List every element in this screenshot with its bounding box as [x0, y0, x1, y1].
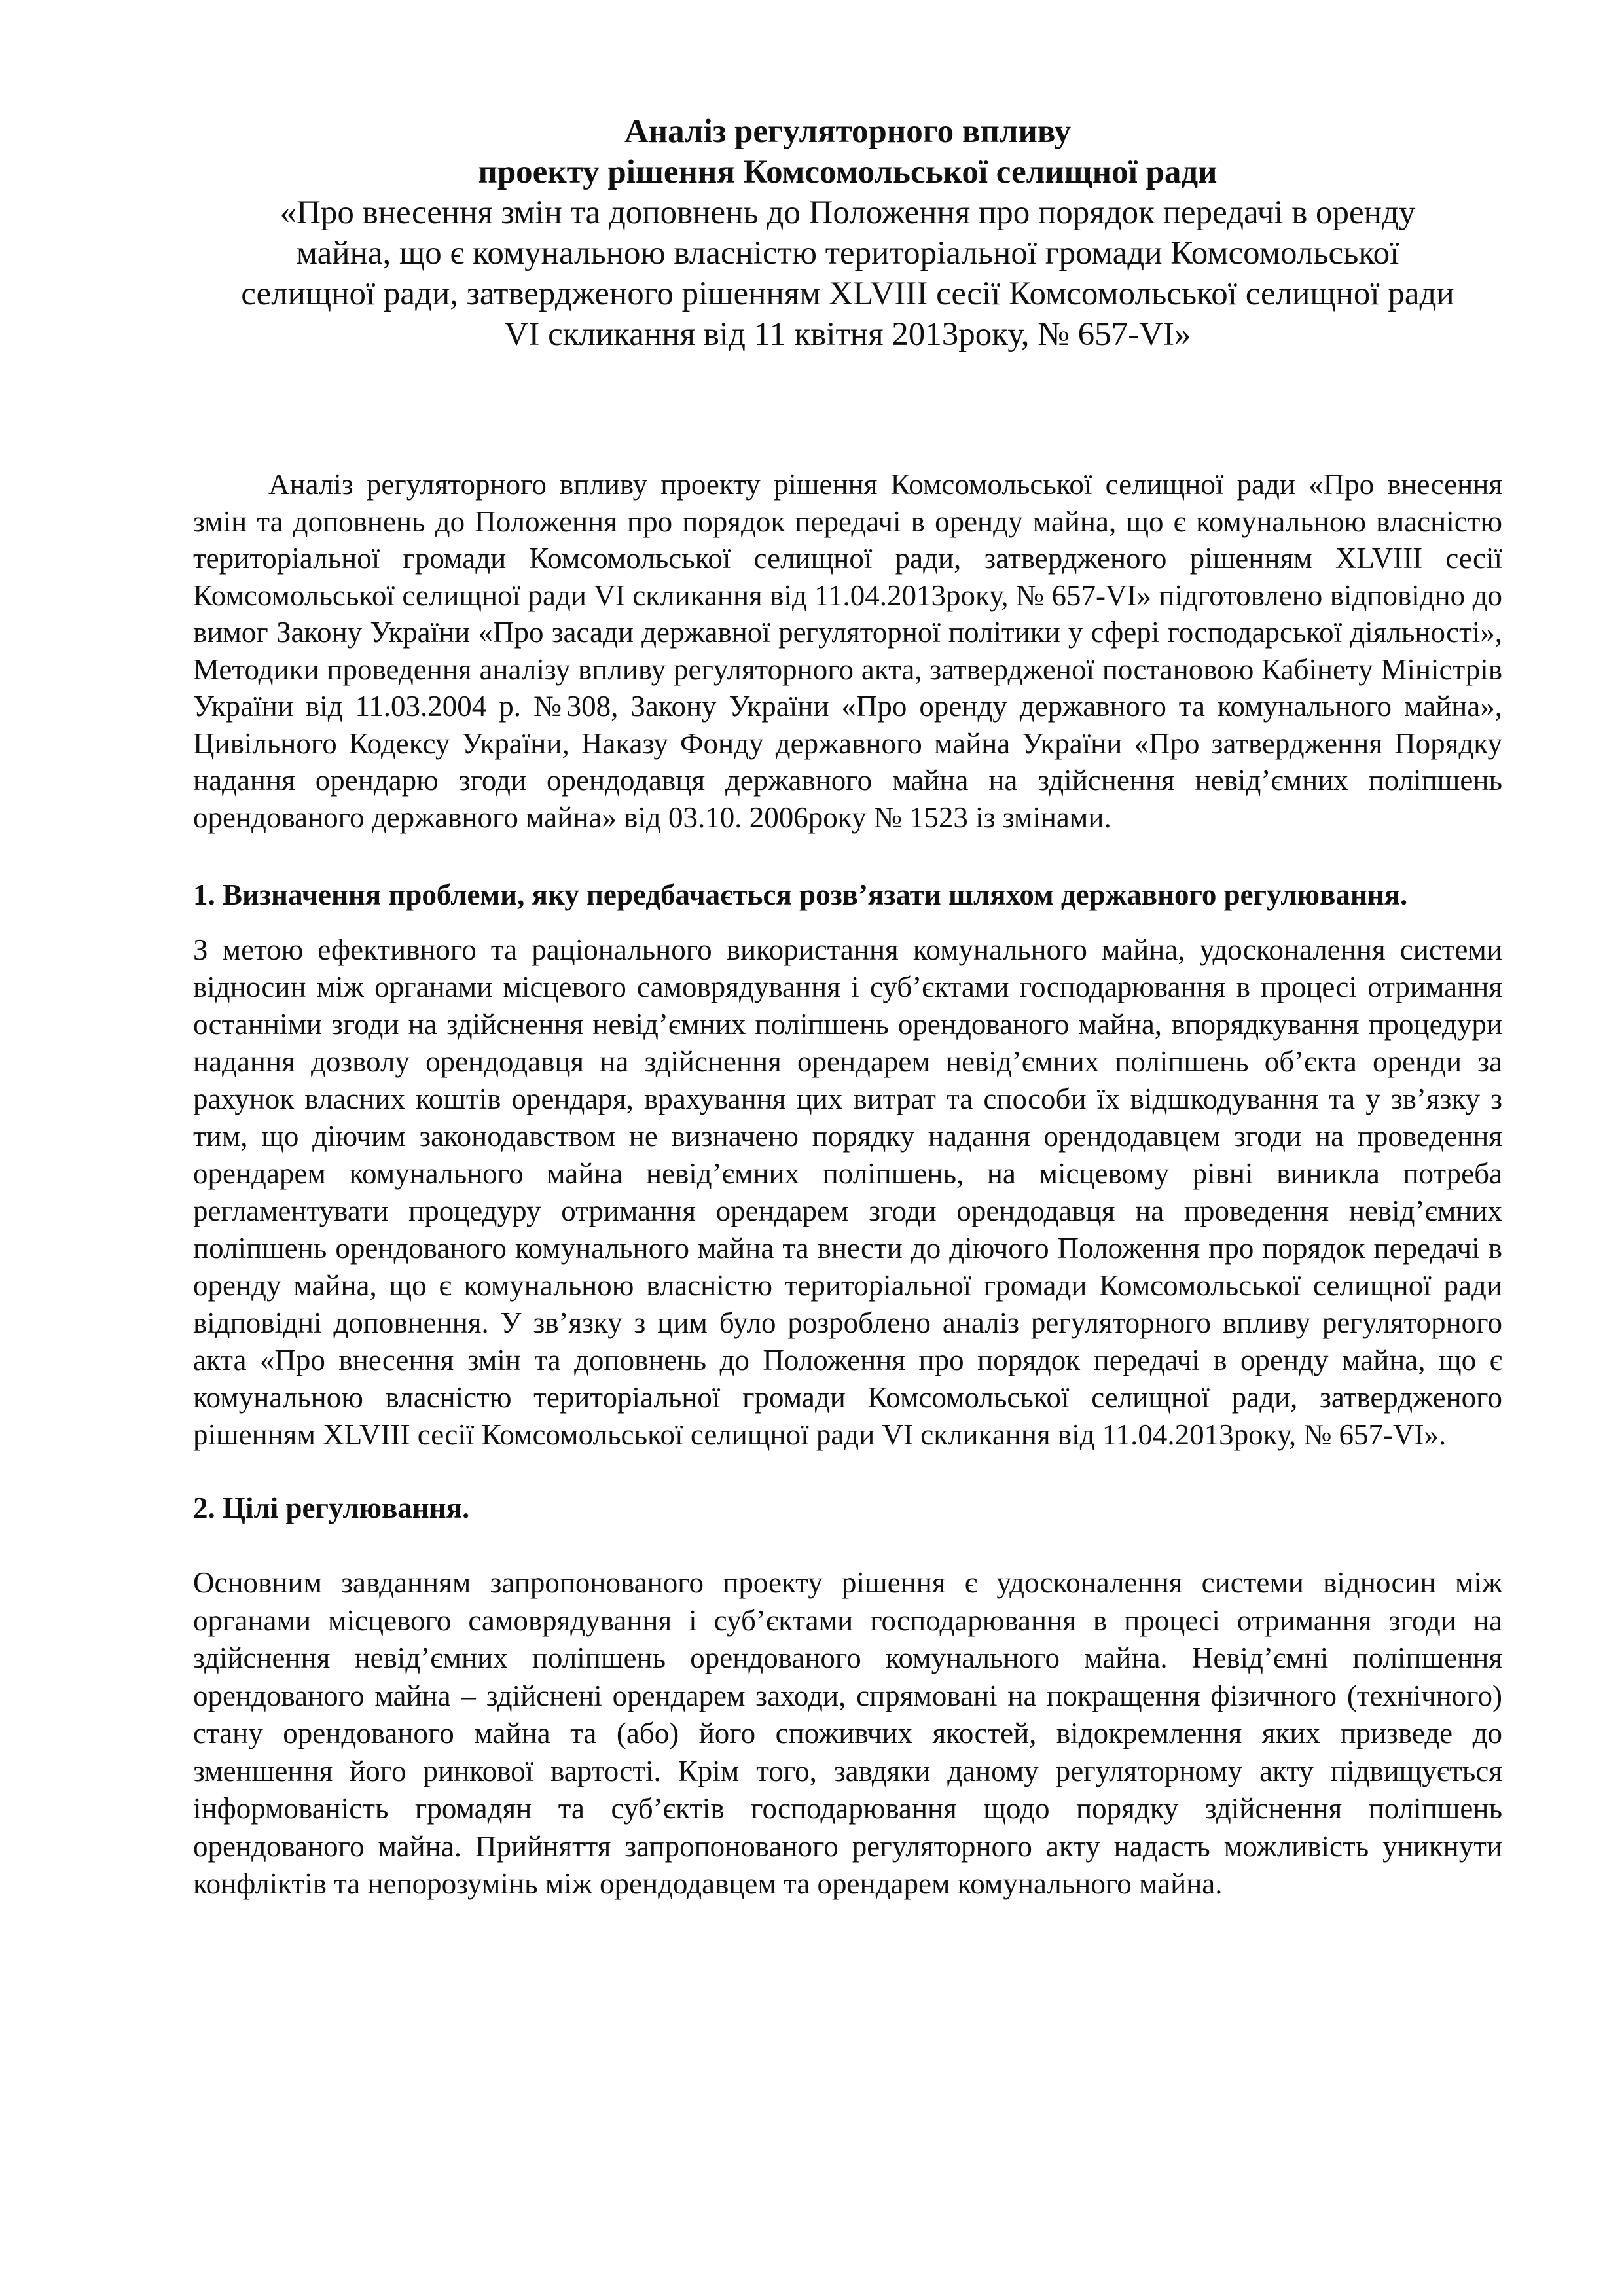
- section-2-body: Основним завданням запропонованого проекту рішення є удосконалення системи відносин між органами місцевого самоврядування і суб’єктами господарювання в процесі отримання згоди на здійснення невід’ємних поліпшень орендованого комунального майна. Невід’ємні поліпшення орендованого майна – здійснені орендарем заходи, спрямовані на покращення фізичного (технічного) стану орендованого майна та (або) його споживчих якостей, відокремлення яких призведе до зменшення його ринкової вартості. Крім того, завдяки даному регуляторному акту підвищується інформованість громадян та суб’єктів господарювання щодо порядку здійснення поліпшень орендованого майна. Прийняття запропонованого регуляторного акту надасть можливість уникнути конфліктів та непорозумінь між орендодавцем та орендарем комунального майна.: [193, 1566, 1502, 1900]
- section-2-heading: 2. Цілі регулювання.: [193, 1492, 470, 1524]
- title-line-1: Аналіз регуляторного впливу: [624, 113, 1072, 150]
- intro-paragraph: Аналіз регуляторного впливу проекту рішення Комсомольської селищної ради «Про внесення змін та доповнень до Положення про порядок передачі в оренду майна, що є комунальною власністю територіальної громади Комсомольської селищної ради, затвердженого рішенням XLVIII сесії Комсомольської селищної ради VI скликання від 11.04.2013року, № 657-VI» підготовлено відповідно до вимог Закону України «Про засади державної регуляторної політики у сфері господарської діяльності», Методики проведення аналізу впливу регуляторного акта, затвердженої постановою Кабінету Міністрів України від 11.03.2004 р. №308, Закону України «Про оренду державного та комунального майна», Цивільного Кодексу України, Наказу Фонду державного майна України «Про затвердження Порядку надання орендарю згоди орендодавця державного майна на здійснення невід’ємних поліпшень орендованого державного майна» від 03.10. 2006року № 1523 із змінами.: [193, 468, 1502, 834]
- section-1-heading: 1. Визначення проблеми, яку передбачається розв’язати шляхом державного регулювання.: [193, 878, 1408, 911]
- title-line-3: «Про внесення змін та доповнень до Положення про порядок передачі в оренду: [280, 194, 1416, 231]
- title-line-6: VI скликання від 11 квітня 2013року, № 657-VI»: [504, 316, 1191, 353]
- document-title: [193, 111, 1502, 355]
- title-line-5: селищної ради, затвердженого рішенням XLVIII сесії Комсомольської селищної ради: [241, 276, 1454, 312]
- section-1-body: З метою ефективного та раціонального використання комунального майна, удосконалення системи відносин між органами місцевого самоврядування і суб’єктами господарювання в процесі отримання останніми згоди на здійснення невід’ємних поліпшень орендованого майна, впорядкування процедури надання дозволу орендодавця на здійснення орендарем невід’ємних поліпшень об’єкта оренди за рахунок власних коштів орендаря, врахування цих витрат та способи їх відшкодування та у зв’язку з тим, що діючим законодавством не визначено порядку надання орендодавцем згоди на проведення орендарем комунального майна невід’ємних поліпшень, на місцевому рівні виникла потреба регламентувати процедуру отримання орендарем згоди орендодавця на проведення невід’ємних поліпшень орендованого комунального майна та внести до діючого Положення про порядок передачі в оренду майна, що є комунальною власністю територіальної громади Комсомольської селищної ради відповідні доповнення. У зв’язку з цим було розроблено аналіз регуляторного впливу регуляторного акта «Про внесення змін та доповнень до Положення про порядок передачі в оренду майна, що є комунальною власністю територіальної громади Комсомольської селищної ради, затвердженого рішенням XLVIII сесії Комсомольської селищної ради VI скликання від 11.04.2013року, № 657-VI».: [193, 933, 1502, 1451]
- title-line-2: проекту рішення Комсомольської селищної ради: [478, 154, 1218, 190]
- document-page: [193, 111, 1502, 1903]
- title-line-4: майна, що є комунальною власністю територіальної громади Комсомольської: [296, 235, 1399, 272]
